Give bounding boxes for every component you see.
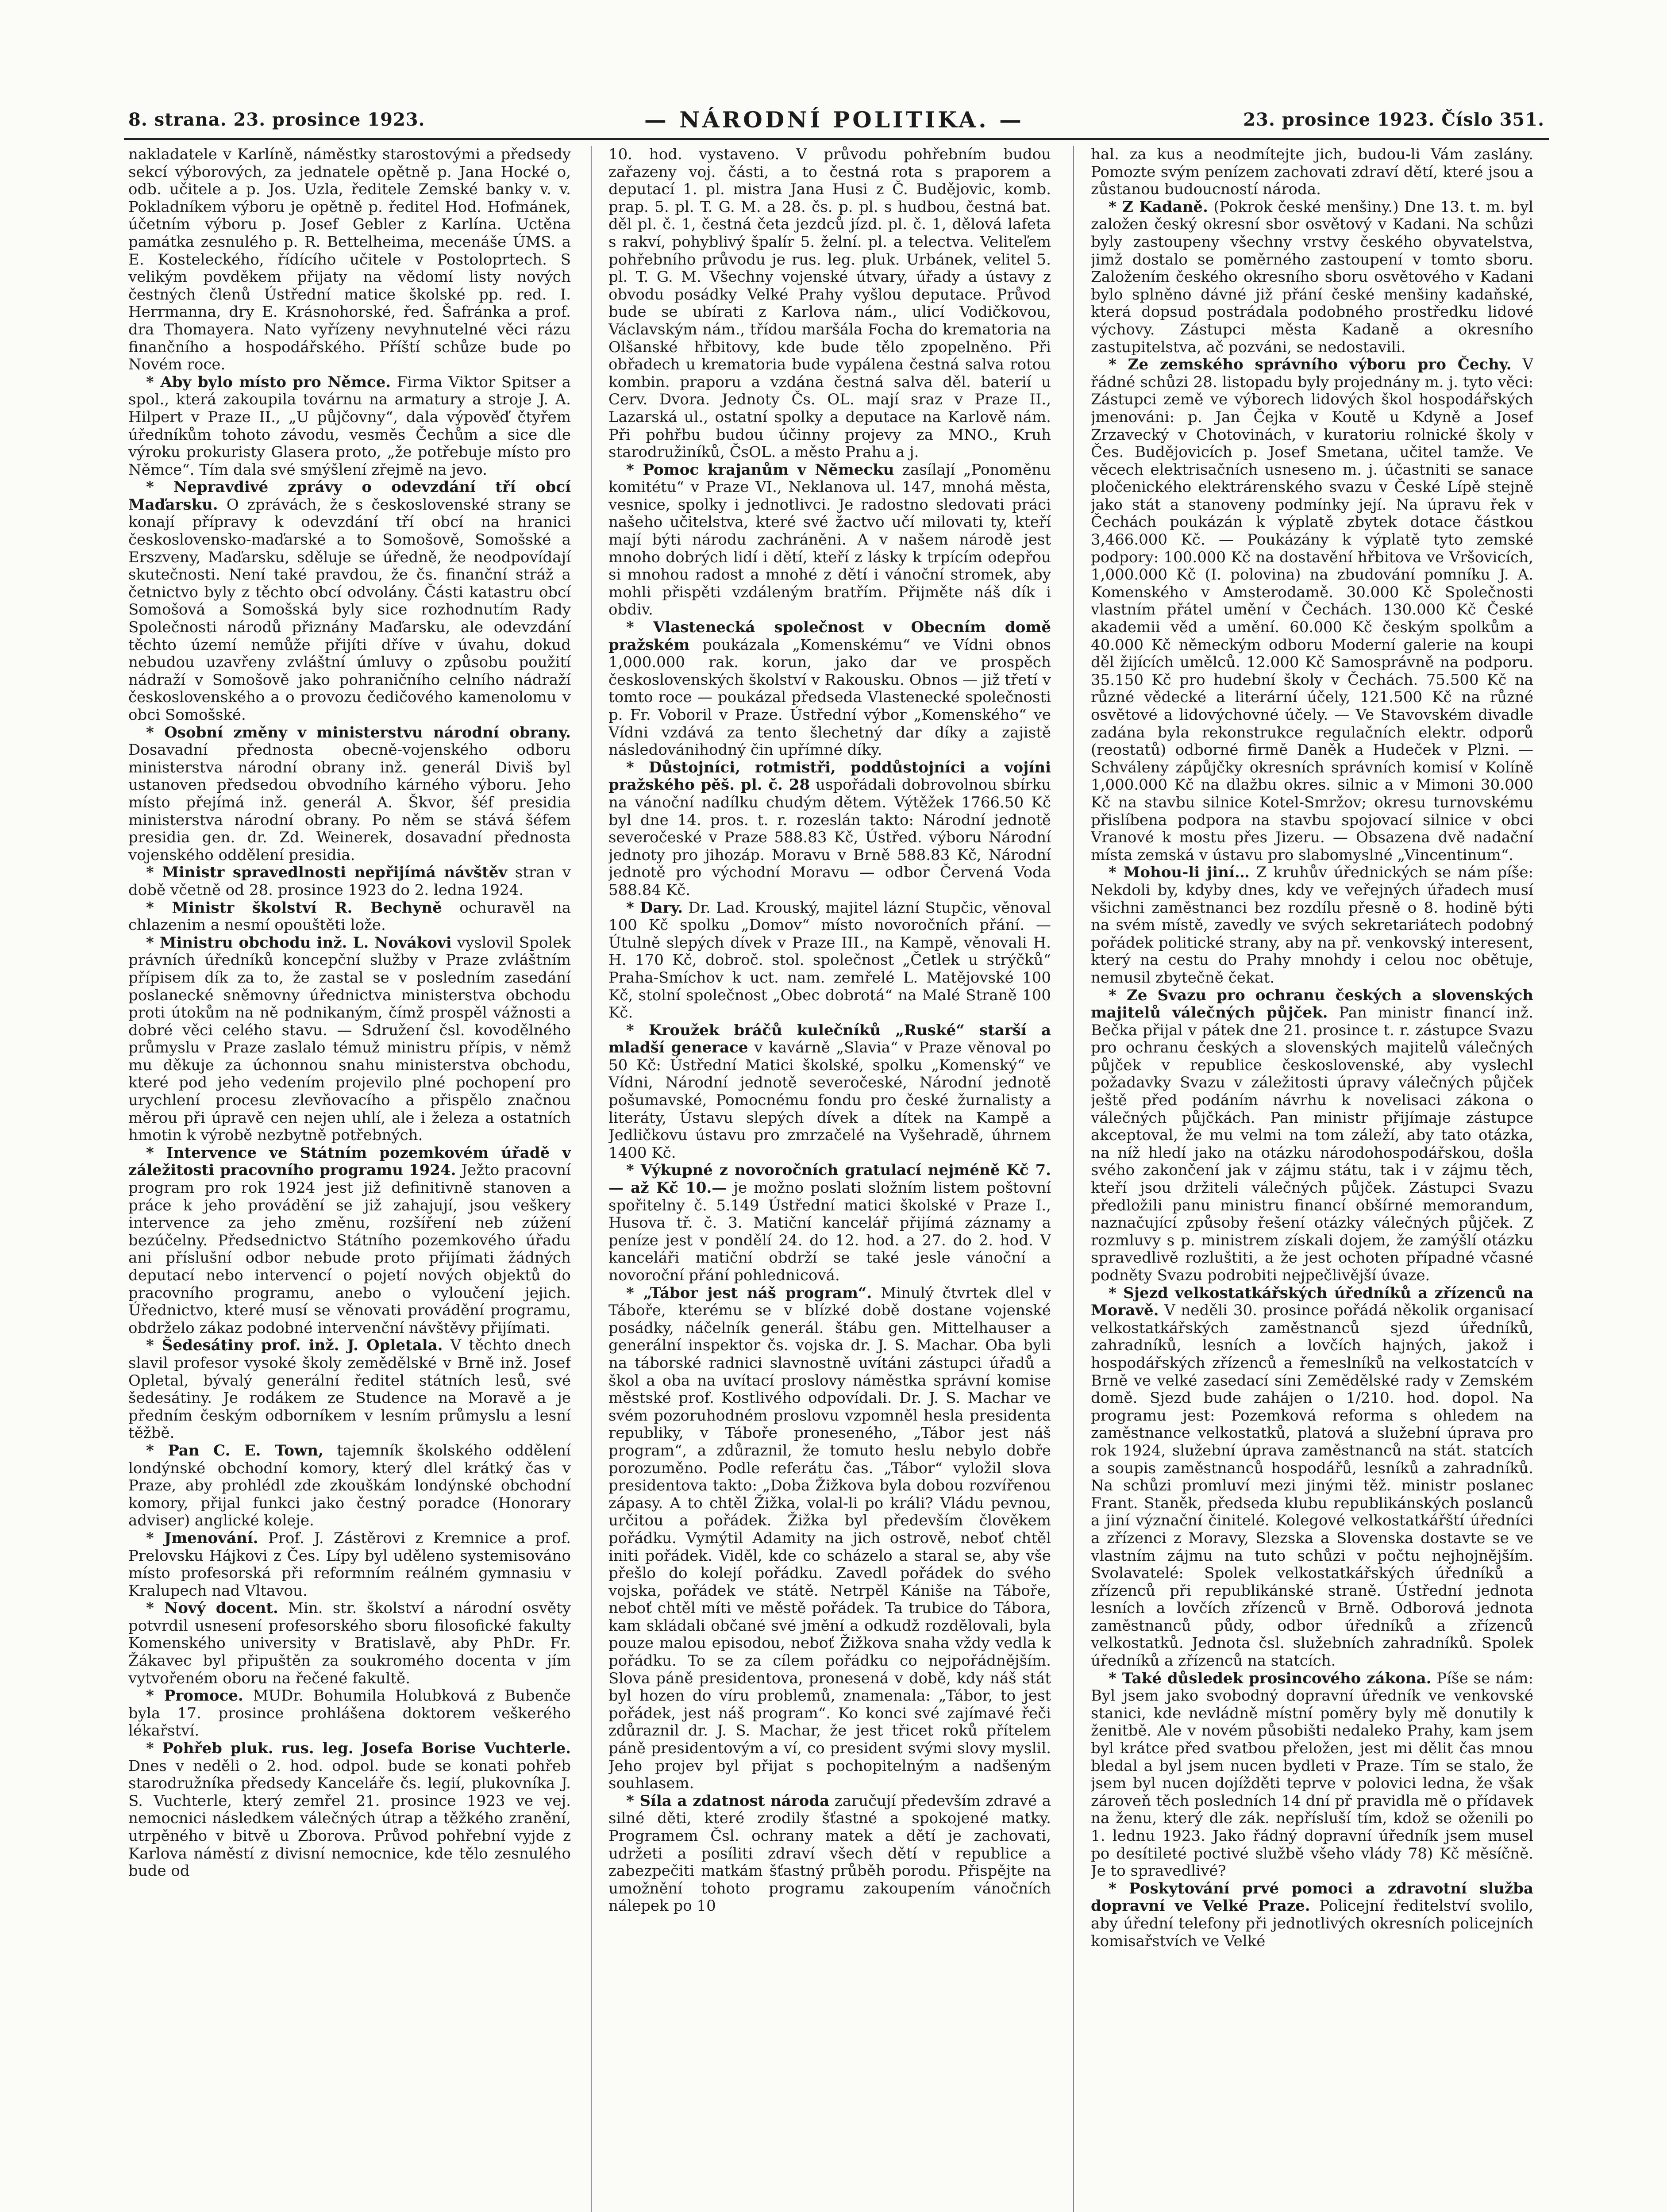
article-body: V těchto dnech slavil profesor vysoké školy zemědělské v Brně inž. Josef Opletal, bývalý generální ředitel státních lesů, své šedesátiny. Je rodákem ze Studence na Moravě a je předním českým odborníkem v lesním průmyslu a lesní těžbě. (128, 1336, 571, 1442)
article-paragraph (128, 146, 571, 374)
article-paragraph (608, 461, 1051, 619)
article-paragraph (128, 1442, 571, 1530)
article-paragraph (128, 1740, 571, 1880)
header-rule (124, 138, 1549, 140)
article-headline: * Šedesátiny prof. inž. J. Opletala. (146, 1336, 443, 1355)
article-headline: * Osobní změny v ministerstvu národní obrany. (146, 723, 571, 741)
article-body: nakladatele v Karlíně, náměstky starostovými a předsedy sekcí výborových, za jednatele opětně p. Jana Hocké o, odb. učitele a p. Jos. Uzla, ředitele Zemské banky v. v. Pokladníkem výboru je opětně p. ředitel Hod. Hofmánek, účetním výboru p. Josef Gebler z Karlína. Uctěna památka zesnulého p. R. Bettelheima, mecenáše ÚMS. a E. Kosteleckého, řídícího učitele v Postoloprtech. S velikým povděkem přijaty na vědomí listy nových čestných členů Ústřední matice školské pp. red. I. Herrmanna, dry E. Krásnohorské, řed. Šafránka a prof. dra Thomayera. Nato vyřízeny nevyhnutelné věci rázu finančního a hospodářského. Příští schůze bude po Novém roce. (128, 146, 571, 374)
article-paragraph (128, 899, 571, 934)
header-date-issue: 23. prosince 1923. Číslo 351. (1243, 109, 1544, 130)
article-headline: * Aby bylo místo pro Němce. (146, 373, 391, 391)
article-paragraph (128, 1144, 571, 1337)
article-paragraph (608, 1162, 1051, 1284)
article-headline: * Nový docent. (146, 1599, 278, 1617)
column-divider (1073, 146, 1074, 2212)
article-paragraph (128, 374, 571, 479)
article-paragraph (1091, 356, 1533, 864)
article-body: V řádné schůzi 28. listopadu byly projednány m. j. tyto věci: Zástupci země ve výborech lidových škol hospodářských jmenováni: p. Jan Čejka v Koutě u Kdyně a Josef Zrzavecký v Chotovinách, v kuratoriu rolnické školy v Čes. Budějovicích p. Josef Smetana, učitel tamže. Ve věcech elektrisačních usneseno m. j. účastniti se sanace pločenického elektrárenského svazu v České Lípě stejně jako stát a stanoveny podmínky její. Na úpravu řek v Čechách poukázán k výplatě zbytek dotace částkou 3,466.000 Kč. — Poukázány k výplatě tyto zemské podpory: 100.000 Kč na dostavění hřbitova ve Vršovicích, 1,000.000 Kč (I. polovina) na zbudování pomníku J. A. Komenského v Amsterodamě. 30.000 Kč Společnosti vlastním přátel umění v Čechách. 130.000 Kč České akademii věd a umění. 60.000 Kč českým spolkům a 40.000 Kč německým odboru Moderní galerie na koupi děl žijících umělců. 12.000 Kč Samosprávně na podporu. 35.150 Kč pro hudební školy v Čechách. 75.500 Kč na různé vědecké a literární účely, 121.500 Kč na různé osvětové a lidovýchovné účely. — Ve Stavovském divadle zadána byla rekonstrukce regulačních elektr. odporů (reostatů) odborné firmě Daněk a Hudeček v Plzni. — Schváleny zápůjčky okresních správních komisí v Kolíně 1,000.000 Kč na dlažbu okres. silnic a v Mimoni 30.000 Kč na stavbu silnice Kotel-Smržov; okresu turnovskému přislíbena podpora na stavbu spojovací silnice v obci Vranové k mostu přes Jizeru. — Obsazena dvě nadační místa zemská v ústavu pro slabomyslné „Vincentinum“. (1091, 356, 1533, 864)
article-paragraph (128, 724, 571, 864)
article-paragraph (1091, 1285, 1533, 1670)
article-headline: * Síla a zdatnost národa (626, 1792, 830, 1810)
header-page-date: 8. strana. 23. prosince 1923. (128, 109, 425, 130)
article-body: Dnes v neděli o 2. hod. odpol. bude se konati pohřeb starodružníka předsedy Kanceláře čs. legií, plukovníka J. S. Vuchterle, který zemřel 21. prosince 1923 ve vej. nemocnici následkem válečných útrap a těžkého zranění, utrpěného v bitvě u Zborova. Průvod pohřební vyjde z Karlova náměstí z divisní nemocnice, kde tělo zesnulého bude od (128, 1757, 571, 1880)
article-headline: * Poskytování prvé pomoci a zdravotní služba dopravní ve Velké Praze. (1091, 1879, 1533, 1915)
article-paragraph (608, 899, 1051, 1022)
article-headline: * Jmenování. (146, 1529, 258, 1547)
article-paragraph (1091, 987, 1533, 1285)
article-paragraph (608, 1793, 1051, 1915)
masthead-title: — NÁRODNÍ POLITIKA. — (644, 106, 1024, 133)
article-body: MUDr. Bohumila Holubková z Bubenče byla 17. prosince prohlášena doktorem veškerého lékařství. (128, 1687, 571, 1740)
article-body: Minulý čtvrtek dlel v Táboře, kterému se v blízké době dostane vojenské posádky, náčelník generál. štábu gen. Mittelhauser a generální inspektor čs. vojska dr. J. S. Machar. Oba byli na táborské radnici slavnostně uvítáni zástupci úřadů a škol a oba na uvítací proslovy náměstka správní komise městské prof. Kostlivého odpovídali. Dr. J. S. Machar ve svém pozoruhodném proslovu vzpomněl hesla presidenta republiky, v Táboře proneseného, „Tábor jest náš program“, a zdůraznil, že tomuto heslu nebylo dobře porozuměno. Podle referátu čas. „Tábor“ vyložil slova presidentova takto: „Doba Žižkova byla dobou rozvířenou zápasy. A to chtěl Žižka, volal-li po králi? Vládu pevnou, určitou a pořádek. Žižka byl především člověkem pořádku. Vymýtil Adamity na jich ostrově, neboť chtěl initi pořádek. Viděl, kde co scházelo a staral se, aby vše přešlo do kolejí pořádku. Zavedl pořádek do svého vojska, pořádek ve státě. Netrpěl Kániše na Táboře, neboť chtěl míti ve městě pořádek. Ta trubice do Tábora, kam skládali občané své jmění a odkudž rozdělovali, byla pouze malou episodou, neboť Žižkova snaha vždy vedla k pořádku. To se za cílem pořádku co nejpořádnějším. Slova páně presidentova, pronesená v době, kdy náš stát byl hozen do víru problemů, znamenala: „Tábor, to jest pořádek, jest náš program“. Ko konci své zajímavé řeči zdůraznil dr. J. S. Machar, že jest třicet roků přítelem páně presidentovým a ví, co president svými slovy myslil. Jeho projev byl přijat s pochopitelným a nadšeným souhlasem. (608, 1284, 1051, 1793)
article-headline: * Ministr spravedlnosti nepřijímá návštěv (146, 864, 508, 882)
article-body: hal. za kus a neodmítejte jich, budou-li Vám zaslány. Pomozte svým penízem zachovati zdraví dětí, které jsou a zůstanou budoucností národa. (1091, 146, 1533, 199)
article-body: v kavárně „Slavia“ v Praze věnoval po 50 Kč: Ústřední Matici školské, spolku „Komenský“ ve Vídni, Národní jednotě severočeské, Národní jednotě pošumavské, Pomocnému fondu pro české žurnalisty a literáty, Ústavu slepých dívek a dítek na Kampě a Jedličkovu ústavu pro zmrzačelé na Vyšehradě, úhrnem 1400 Kč. (608, 1039, 1051, 1162)
article-body: V neděli 30. prosince pořádá několik organisací velkostatkářských zaměstnanců sjezd úředníků, zahradníků, lesních a lovčích hajných, jakož i hospodářských zřízenců a řemeslníků na velkostatcích v Brně ve velké zasedací síni Zemědělské rady v Zemském domě. Sjezd bude zahájen o 1/210. hod. dopol. Na programu jest: Pozemková reforma s ohledem na zaměstnance velkostatků, platová a služební úprava pro rok 1924, služební úprava zaměstnanců na stát. statcích a soupis zaměstnanců hospodářů, lesníků a zahradníků. Na schůzi promluví mezi jinými těž. ministr poslanec Frant. Staněk, předseda klubu republikánských poslanců a jiní význační činitelé. Kolegové velkostatkářští úředníci a zřízenci z Moravy, Slezska a Slovenska dostavte se ve vlastním zájmu na tuto schůzi v počtu nejhojnějším. Svolavatelé: Spolek velkostatkářských úředníků a zřízenců při republikánské straně. Ústřední jednota lesních a lovčích zřízenců v Brně. Odborová jednota zaměstnanců půdy, odbor úředníků a zřízenců velkostatků. Jednota čsl. služebních zahradníků. Spolek úředníků a zřízenců na statcích. (1091, 1302, 1533, 1670)
column-1 (128, 146, 571, 2212)
article-paragraph (1091, 199, 1533, 356)
article-headline: * Mohou-li jiní… (1109, 864, 1250, 882)
article-paragraph (128, 1337, 571, 1442)
page-header (128, 106, 1544, 133)
article-paragraph (1091, 1880, 1533, 1950)
article-body: (Pokrok české menšiny.) Dne 13. t. m. byl založen český okresní sbor osvětový v Kadani. Na schůzi byly zastoupeny všechny vrstvy českého obyvatelstva, jimž dostalo se poměrného zastoupení v tomto sboru. Založením českého okresního sboru osvětového v Kadani bylo splněno dávné již přání české menšiny kadaňské, která dopsud postrádala podobného prostředku lidové výchovy. Zástupci města Kadaně a okresního zastupitelstva, ač pozváni, se nedostavili. (1091, 198, 1533, 356)
article-body: tajemník školského oddělení londýnské obchodní komory, který dlel krátký čas v Praze, aby prohlédl zde zkouškám londýnské obchodní komory, přijal funkci jako čestný poradce (Honorary adviser) anglické koleje. (128, 1441, 571, 1530)
article-body: Firma Viktor Spitser a spol., která zakoupila továrnu na armatury a stroje J. A. Hilpert v Praze II., „U půjčovny“, dala výpověď čtyřem úředníkům tohoto závodu, vesměs Čechům a sice dle výroku prokuristy Glasera proto, „že potřebuje místo pro Němce“. Tím dala své smýšlení zřejmě na jevo. (128, 373, 571, 479)
article-body: stran v době včetně od 28. prosince 1923 do 2. ledna 1924. (128, 864, 571, 899)
article-paragraph (1091, 146, 1533, 199)
article-headline: * Promoce. (146, 1687, 243, 1705)
article-paragraph (608, 146, 1051, 461)
article-body: uspořádali dobrovolnou sbírku na vánoční nadílku chudým dětem. Výtěžek 1766.50 Kč byl dne 14. pros. t. r. rozeslán takto: Národní jednotě severočeské v Praze 588.83 Kč, Ústřed. výboru Národní jednoty pro jihozáp. Moravu v Brně 588.83 Kč, Národní jednotě pro východní Moravu — odbor Červená Voda 588.84 Kč. (608, 776, 1051, 899)
article-paragraph (128, 934, 571, 1144)
article-paragraph (128, 479, 571, 724)
article-paragraph (1091, 864, 1533, 987)
article-paragraph (128, 1600, 571, 1687)
article-body: Dr. Lad. Krouský, majitel lázní Stupčic, věnoval 100 Kč spolku „Domov“ místo novoročních přání. — Útulně slepých dívek v Praze III., na Kampě, věnovali H. H. 170 Kč, dobroč. stol. společnost „Četlek u strýčků“ Praha-Smíchov k uct. nam. zemřelé L. Matějovské 100 Kč, stolní společnost „Obec dobrotá“ na Malé Straně 100 Kč. (608, 899, 1051, 1022)
article-paragraph (608, 619, 1051, 759)
article-body: 10. hod. vystaveno. V průvodu pohřebním budou zařazeny voj. části, a to čestná rota s praporem a deputací 1. pl. mistra Jana Husi z Č. Budějovic, komb. prap. 5. pl. T. G. M. a 28. čs. p. pl. s hudbou, čestná bat. děl pl. č. 1, čestná četa jezdců jízd. pl. č. 1, dělová lafeta s rakví, pohyblivý špalír 5. želní. pl. a telectva. Veliteľem pohřebního průvodu je rus. leg. pluk. Urbánek, velitel 5. pl. T. G. M. Všechny vojenské útvary, úřady a ústavy z obvodu posádky Velké Prahy vyšlou deputace. Průvod bude se ubírati z Karlova nám., ulicí Vodičkovou, Václavským nám., třídou maršála Focha do krematoria na Olšanské hřbitovy, kde bude tělo zpopelněno. Při obřadech u krematoria bude vypálena čestná salva rotou kombin. praporu a vzdána čestná salva děl. baterií u Cerv. Dvora. Jednoty Čs. OL. mají sraz v Praze II., Lazarská ul., ostatní spolky a deputace na Karlově nám. Při pohřbu budou účinny projevy za MNO., Kruh starodružiníků, ČsOL. a město Prahu a j. (608, 146, 1051, 461)
article-body: Z kruhův úřednických se nám píše: Nekdoli by, kdyby dnes, kdy ve veřejných úřadech musí všichni zaměstnanci bez rozdílu přesně o 8. hodině býti na svém místě, zavedly ve svých sekretariátech podobný pořádek politické strany, aby na př. venkovský interesent, který na cestu do Prahy mnohdy i celou noc obětuje, nemusil zbytečně čekat. (1091, 864, 1533, 987)
article-paragraph (1091, 1670, 1533, 1880)
article-headline: * Kroužek bráčů kulečníků „Ruské“ starší a mladší generace (608, 1021, 1051, 1057)
column-3 (1091, 146, 1533, 2212)
article-paragraph (128, 864, 571, 899)
article-headline: * Nepravdivé zprávy o odevzdání tří obcí Maďarsku. (128, 478, 571, 514)
article-paragraph (608, 1285, 1051, 1793)
article-body: je možno poslati složním listem poštovní spořitelny č. 5.149 Ústřední matici školské v Praze I., Husova tř. č. 3. Matiční kancelář přijímá záznamy a peníze jest v pondělí 24. do 12. hod. a 27. do 2. hod. V kanceláři matiční obdrží se také jesle vánoční a novoroční přání pohlednicová. (608, 1179, 1051, 1284)
article-body: vyslovil Spolek právních úředníků koncepční služby v Praze zvláštním přípisem dík za to, že zastal se v posledním zasedání poslanecké sněmovny úřednictva ministerstva obchodu proti útokům na ně podnikaným, čímž prospěl vážnosti a dobré věci celého stavu. — Sdružení čsl. kovodělného průmyslu v Praze zaslalo témuž ministru přípis, v němž mu děkuje za úchonnou snahu ministerstva obchodu, které pod jeho vedením projevilo plné pochopení pro urychlení procesu zlevňovacího a přispělo značnou měrou při úpravě cen nejen uhlí, ale i železa a ostatních hmotin k výrobě nezbytně potřebných. (128, 933, 571, 1144)
article-headline: * „Tábor jest náš program“. (626, 1284, 872, 1302)
article-body: O zprávách, že s československé strany se konají přípravy k odevzdání tří obcí na hranici československo-maďarské a to Somošově, Somošské a Erszveny, Maďarsku, sděluje se úředně, že neodpovídají skutečnosti. Není také pravdou, že čs. finanční stráž a četnictvo byly z těchto obcí odvolány. Části katastru obcí Somošová a Somošská byly sice rozhodnutím Rady Společnosti národů přiznány Maďarsku, ale odevzdání těchto území nemůže přijíti dříve v úvahu, dokud nebudou uzavřeny zvláštní úmluvy o způsobu použití nádraží v Somošově jako pohraničního celního nádraží československého a o provozu čedičového kamenolomu v obci Somošské. (128, 495, 571, 724)
article-body: Policejní ředitelství svolilo, aby úřední telefony při jednotlivých okresních policejních komisařstvích ve Velké (1091, 1897, 1533, 1950)
article-body: Min. str. školství a národní osvěty potvrdil usnesení profesorského sboru filosofické fakulty Komenského university v Bratislavě, aby PhDr. Fr. Žákavec byl připuštěn za soukromého docenta v jím vytvořeném oboru na řečené fakultě. (128, 1599, 571, 1687)
article-headline: * Vlastenecká společnost v Obecním domě pražském (608, 618, 1051, 654)
article-headline: * Ze Svazu pro ochranu českých a slovenských majitelů válečných půjček. (1091, 986, 1533, 1022)
article-paragraph (128, 1687, 571, 1740)
article-body: Prof. J. Zástěrovi z Kremnice a prof. Prelovsku Hájkovi z Čes. Lípy byl uděleno systemisováno místo profesorská při reformním reálném gymnasiu v Kralupech nad Vltavou. (128, 1529, 571, 1600)
article-body: zaručují především zdravé a silné děti, které zrodily šťastné a spokojené matky. Programem Čsl. ochrany matek a dětí je zachovati, udržeti a posíliti zdraví všech dětí v republice a zabezpečiti matkám šťastný průběh porodu. Přispějte na umožnění tohoto programu zakoupením vánočních nálepek po 10 (608, 1792, 1051, 1915)
column-2 (608, 146, 1051, 2212)
article-headline: * Důstojníci, rotmistři, poddůstojníci a vojíni pražského pěš. pl. č. 28 (608, 758, 1051, 794)
column-divider (591, 146, 592, 2212)
article-body: zasílají „Ponoměnu komitétu“ v Praze VI., Neklanova ul. 147, mnohá města, vesnice, spolky i jednotlivci. Je radostno sledovati práci našeho učitelstva, které své žactvo učí milovati ty, kteří mají býti národu zachráněni. A v našem národě jest mnoho dobrých lidí i dětí, kteří z lásky k trpícím odepřou si mnohou radost a mnohé z dětí i vánoční stromek, aby mohli přispěti vzdáleným bratřím. Přijměte náš dík i obdiv. (608, 461, 1051, 619)
article-headline: * Pomoc krajanům v Německu (626, 461, 894, 479)
article-paragraph (608, 759, 1051, 899)
article-headline: * Výkupné z novoročních gratulací nejméně Kč 7.— až Kč 10.— (608, 1161, 1051, 1197)
article-headline: * Intervence ve Státním pozemkovém úřadě v záležitosti pracovního programu 1924. (128, 1144, 571, 1179)
article-body: Píše se nám: Byl jsem jako svobodný dopravní úředník ve venkovské stanici, kde nevládně místní poměry byly mě donutily k ženitbě. Ale v novém působišti nedaleko Prahy, kam jsem byl krátce před svatbou přeložen, jest mi dělit čas mnou bledal a byl jsem nucen bydleti v Praze. Tím se stalo, že jsem byl nucen dojížděti teprve v polovici ledna, že však zároveň těch posledních 14 dní př pravidla mě o přídavek na ženu, který dle zák. nepřísluší tím, kdož se oženili po 1. lednu 1923. Jako řádný dopravní úředník jsem musel po desítileté poctivé službě všeho vlády 78) Kč měsíčně. Je to spravedlivé? (1091, 1669, 1533, 1880)
article-body: poukázala „Komenskému“ ve Vídni obnos 1,000.000 rak. korun, jako dar ve prospěch československých školství v Rakousku. Obnos — již třetí v tomto roce — poukázal předseda Vlastenecké společnosti p. Fr. Voboril v Praze. Ústřední výbor „Komenského“ ve Vídni vzdává za tento šlechetný dar díky a zajistě následovánihodný čin upřímné díky. (608, 636, 1051, 759)
article-body: Pan ministr financí inž. Bečka přijal v pátek dne 21. prosince t. r. zástupce Svazu pro ochranu českých a slovenských majitelů válečných půjček v republice československé, aby vyslechl požadavky Svazu v záležitosti úpravy válečných půjček ještě před podáním návrhu k novelisaci zákona o válečných půjčkách. Pan ministr přijímaje zástupce akceptoval, že mu velmi na tom záleží, aby tato otázka, na níž hledí jako na otázku národohospodářskou, došla svého zakončení jak v zájmu státu, tak i v zájmu těch, kteří jsou držiteli válečných půjček. Zástupci Svazu předložili panu ministru financí obšírné memorandum, naznačující způsoby řešení otázky válečných půjček. Z rozmluvy s p. ministrem získali dojem, že zamýšlí otázku spravedlivě rozluštiti, a že jest ochoten případné včasné podněty Svazu podrobiti nejpečlivější úvaze. (1091, 1004, 1533, 1284)
article-headline: * Pan C. E. Town, (146, 1441, 323, 1459)
article-headline: * Ministru obchodu inž. L. Novákovi (146, 933, 452, 952)
article-headline: * Dary. (626, 899, 683, 917)
article-headline: * Pohřeb pluk. rus. leg. Josefa Borise Vuchterle. (146, 1740, 571, 1758)
article-body: Dosavadní přednosta obecně-vojenského odboru ministerstva národní obrany inž. generál Diviš byl ustanoven předsedou obvodního kárného výboru. Jeho místo přejímá inž. generál A. Škvor, šéf presidia ministerstva národní obrany. Po něm se stává šéfem presidia gen. dr. Zd. Weinerek, dosavadní přednosta vojenského oddělení presidia. (128, 741, 571, 864)
article-paragraph (128, 1530, 571, 1600)
article-headline: * Také důsledek prosincového zákona. (1109, 1669, 1432, 1687)
article-headline: * Z Kadaně. (1109, 198, 1208, 216)
article-body: Ježto pracovní program pro rok 1924 jest již definitivně stanoven a práce k jeho provádění se již zahajují, jsou veškery intervence za jeho změnu, rozšíření neb zúžení bezúčelny. Předsednictvo Státního pozemkového úřadu ani příslušní odbor nebude proto přijímati žádných deputací nebo intervencí o pojetí nových objektů do pracovního programu, anebo o vyloučení jejich. Úřednictvo, které musí se věnovati provádění programu, obdrželo zákaz podobné intervenční návštěvy přijímati. (128, 1161, 571, 1337)
article-headline: * Ze zemského správního výboru pro Čechy. (1109, 356, 1512, 374)
article-headline: * Sjezd velkostatkářských úředníků a zřízenců na Moravě. (1091, 1284, 1533, 1320)
article-paragraph (608, 1022, 1051, 1162)
article-headline: * Ministr školství R. Bechyně (146, 899, 442, 917)
article-body: ochuravěl na chlazenim a nesmí opouštěti lože. (128, 899, 571, 934)
